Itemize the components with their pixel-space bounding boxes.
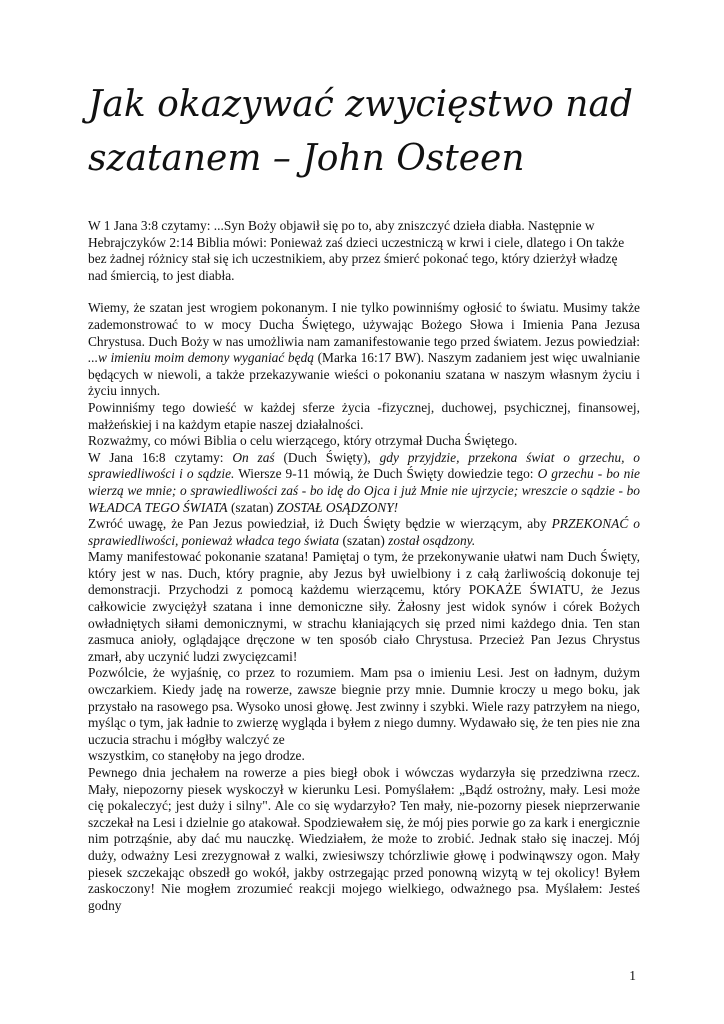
document-body (88, 218, 640, 914)
paragraph-5-quote-h: ZOSTAŁ OSĄDZONY! (276, 499, 399, 515)
paragraph-5-text-c: (Duch Święty), (274, 449, 380, 465)
paragraph-5-quote-f: O grzechu - bo nie wierzą we mnie; o sprawiedliwości zaś - bo idę do Ojca i już Mnie nie ujrzycie; wreszcie o sądzie - bo WŁADCA TEGO ŚWIATA (88, 466, 640, 515)
paragraph-6-text-c: (szatan) (339, 532, 389, 548)
paragraph-5-text-a: W Jana 16:8 czytamy: (88, 449, 233, 465)
page-number: 1 (629, 968, 636, 983)
paragraph-6 (88, 516, 640, 549)
paragraph-5-text-e: Wiersze 9-11 mówią, że Duch Święty dowiedzie tego: (234, 466, 538, 482)
paragraph-4: Rozważmy, co mówi Biblia o celu wierzącego, który otrzymał Ducha Świętego. (88, 433, 518, 449)
paragraph-6-quote-d: został osądzony. (388, 532, 476, 548)
paragraph-5-quote-b: On zaś (232, 449, 275, 465)
paragraph-5-text-g: (szatan) (227, 499, 277, 515)
document-title: Jak okazywać zwycięstwo nad szatanem – John Osteen (88, 84, 633, 179)
paragraph-7: Mamy manifestować pokonanie szatana! Pamiętaj o tym, że przekonywanie ułatwi nam Duch Święty, który jest w nas. Duch, który pragnie, aby Jezus był uwielbiony i z całą żarliwością dokonuje tej demonstracji. Przychodzi z pomocą każdemu wierzącemu, który POKAŻE ŚWIATU, że Jezus całkowicie zwyciężył szatana i inne demoniczne siły. Żałosny jest widok synów i córek Bożych owładniętych siłami demonicznymi, w strachu kłaniających się przed nimi każdego dnia. Ten stan zasmuca anioły, oglądające dręczone w ten sposób ciało Chrystusa. Przecież Pan Jezus Chrystus zmarł, aby uczynić ludzi zwycięzcami! (88, 549, 640, 664)
paragraph-1: W 1 Jana 3:8 czytamy: ...Syn Boży objawił się po to, aby zniszczyć dzieła diabła. Następnie w Hebrajczyków 2:14 Biblia mówi: Ponieważ zaś dzieci uczestniczą w krwi i ciele, dlatego i On także bez żadnej różnicy stał się ich uczestnikiem, aby przez śmierć pokonać tego, który dzierżył władzę nad śmiercią, to jest diabła. (88, 218, 625, 283)
paragraph-2-text-c: (Marka 16:17 BW). Naszym zadaniem jest więc uwalnianie będących w niewoli, a także przekazywanie wieści o pokonaniu szatana w naszym własnym życiu i życiu innych. (88, 350, 640, 399)
paragraph-9: wszystkim, co stanęłoby na jego drodze. (88, 748, 305, 764)
paragraph-5 (88, 450, 640, 516)
paragraph-6-quote-b: PRZEKONAĆ o sprawiedliwości, ponieważ władca tego świata (88, 516, 640, 548)
paragraph-2 (88, 300, 640, 400)
paragraph-6-text-a: Zwróć uwagę, że Pan Jezus powiedział, iż Duch Święty będzie w wierzącym, aby (88, 516, 552, 532)
paragraph-2-text-a: Wiemy, że szatan jest wrogiem pokonanym. I nie tylko powinniśmy ogłosić to światu. Musimy także zademonstrować to w mocy Ducha Świętego, używając Bożego Słowa i Imienia Pana Jezusa Chrystusa. Duch Boży w nas umożliwia nam zamanifestowanie tego przed światem. Jezus powiedział: (88, 300, 640, 349)
paragraph-3: Powinniśmy tego dowieść w każdej sferze życia -fizycznej, duchowej, psychicznej, finansowej, małżeńskiej i na każdym etapie naszej działalności. (88, 399, 640, 432)
paragraph-10: Pewnego dnia jechałem na rowerze a pies biegł obok i wówczas wydarzyła się przedziwna rzecz. Mały, niepozorny piesek wyskoczył w kierunku Lesi. Pomyślałem: „Bądź ostrożny, mały. Lesi może cię pokaleczyć; jest duży i silny". Ale co się wydarzyło? Ten mały, nie-pozorny piesek nieprzerwanie szczekał na Lesi i dzielnie go atakował. Spodziewałem się, że mój pies porwie go za kark i energicznie nim potrząśnie, aby dać mu nauczkę. Wiedziałem, że może to zrobić. Jednak stało się inaczej. Mój duży, odważny Lesi zrezygnował z walki, zwiesiwszy tchórzliwie głowę i podwinąwszy ogon. Mały piesek szczekając obszedł go wokół, jakby ostrzegając przed ponowną wizytą w tej okolicy! Byłem zaskoczony! Nie mogłem zrozumieć reakcji mojego wielkiego, odważnego psa. Myślałem: Jesteś godny (88, 765, 640, 913)
paragraph-2-quote: ...w imieniu moim demony wyganiać będą (88, 350, 314, 366)
paragraph-8: Pozwólcie, że wyjaśnię, co przez to rozumiem. Mam psa o imieniu Lesi. Jest on ładnym, dużym owczarkiem. Kiedy jadę na rowerze, zawsze biegnie przy mnie. Dumnie kroczy u mego boku, jak przystało na rasowego psa. Wysoko unosi głowę. Jest zwinny i szybki. Wiele razy patrzyłem na niego, myśląc o tym, jak ładnie to zwierzę wygląda i byłem z niego dumny. Wydawało się, że ten pies nie zna uczucia strachu i mógłby walczyć ze (88, 665, 640, 747)
paragraph-5-quote-d: gdy przyjdzie, przekona świat o grzechu, o sprawiedliwości i o sądzie. (88, 449, 641, 482)
